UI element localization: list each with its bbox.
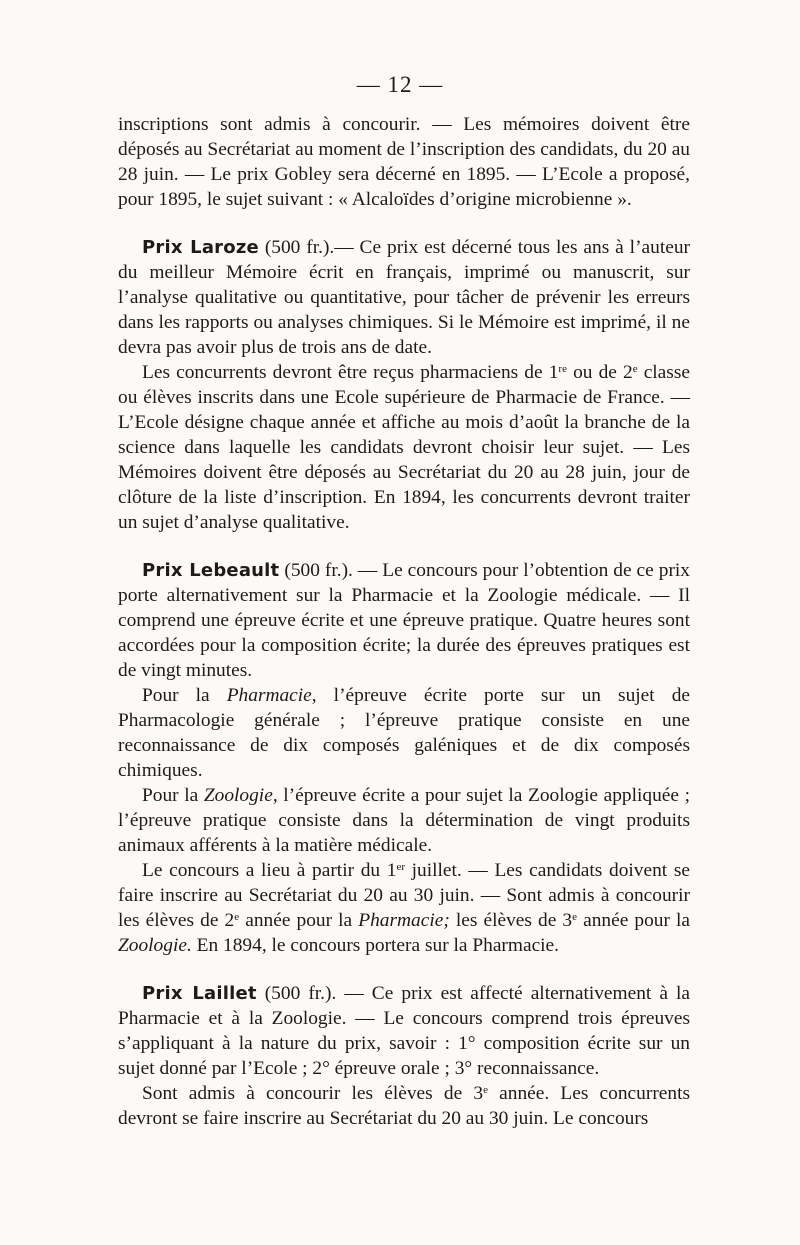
paragraph — [118, 112, 690, 212]
text-run: Les concurrents devront être reçus pharmaciens de 1 — [142, 362, 559, 383]
superscript: e — [572, 911, 577, 923]
paragraph — [118, 235, 690, 360]
text-run: (500 fr.). — Ce prix est affecté alternativement à la Pharmacie et à la Zoologie. — Le concours comprend trois épreuves s’appliquant à la nature du prix, savoir : 1° composition écrite sur un sujet donné par l’Ecole ; 2° épreuve orale ; 3° reconnaissance. — [118, 983, 690, 1079]
text-run: Le concours a lieu à partir du 1 — [142, 860, 397, 881]
text-run: , l’épreuve écrite porte sur un sujet de Pharmacologie générale ; l’épreuve pratique consiste en une reconnaissance de dix composés galéniques et de dix composés chimiques. — [118, 685, 690, 781]
text-run: , l’épreuve écrite a pour sujet la Zoologie appliquée ; l’épreuve pratique consiste dans la détermination de vingt produits animaux afférents à la matière médicale. — [118, 785, 690, 856]
body-text — [118, 112, 690, 1131]
italic-text: Zoologie. — [118, 935, 192, 956]
paragraph — [118, 558, 690, 683]
prize-heading: Prix Laillet — [142, 983, 257, 1004]
italic-text: Pharmacie — [226, 685, 312, 706]
text-run: les élèves de 3 — [449, 910, 573, 931]
paragraph — [118, 858, 690, 958]
text-run: année pour la — [577, 910, 690, 931]
text-run: (500 fr.). — Le concours pour l’obtention de ce prix porte alternativement sur la Pharmacie et la Zoologie médicale. — Il comprend une épreuve écrite et une épreuve pratique. Quatre heures sont accordées pour la composition écrite; la durée des épreuves pratiques est de vingt minutes. — [118, 560, 690, 681]
prize-heading: Prix Lebeault — [142, 560, 280, 581]
superscript: e — [234, 911, 240, 923]
paragraph — [118, 683, 690, 783]
text-run: Pour la — [142, 785, 204, 806]
text-run: année. Les concurrents devront se faire inscrire au Secrétariat du 20 au 30 juin. Le concours — [118, 1083, 691, 1129]
paragraph — [118, 360, 690, 535]
text-run: (500 fr.).— Ce prix est décerné tous les ans à l’auteur du meilleur Mémoire écrit en français, imprimé ou manuscrit, sur l’analyse qualitative ou quantitative, pour tâcher de prévenir les erreurs dans les rapports ou analyses chimiques. Si le Mémoire est imprimé, il ne devra pas avoir plus de trois ans de date. — [118, 237, 690, 358]
prize-heading: Prix Laroze — [142, 237, 259, 258]
page-number: — 12 — — [356, 72, 444, 97]
paragraph — [118, 1081, 690, 1131]
italic-text: Zoologie — [203, 785, 273, 806]
text-run: ou de 2 — [566, 362, 633, 383]
text-run: En 1894, le concours portera sur la Pharmacie. — [191, 935, 560, 956]
text-run: année pour la — [239, 910, 359, 931]
superscript: re — [558, 363, 567, 375]
text-run: juillet. — Les candidats doivent se faire inscrire au Secrétariat du 20 au 30 juin. — Sont admis à concourir les élèves de 2 — [118, 860, 690, 931]
text-run: inscriptions sont admis à concourir. — Les mémoires doivent être déposés au Secrétariat au moment de l’inscription des candidats, du 20 au 28 juin. — Le prix Gobley sera décerné en 1895. — L’Ecole a proposé, pour 1895, le sujet suivant : « Alcaloïdes d’origine microbienne ». — [118, 114, 690, 210]
superscript: e — [483, 1084, 488, 1096]
text-run: classe ou élèves inscrits dans une Ecole supérieure de Pharmacie de France. — L’Ecole désigne chaque année et affiche au mois d’août la branche de la science dans laquelle les candidats devront choisir leur sujet. — Les Mémoires doivent être déposés au Secrétariat du 20 au 28 juin, jour de clôture de la liste d’inscription. En 1894, les concurrents devront traiter un sujet d’analyse qualitative. — [118, 362, 690, 533]
paragraph — [118, 981, 690, 1081]
text-run: Pour la — [142, 685, 227, 706]
superscript: er — [396, 861, 405, 873]
paragraph — [118, 783, 690, 858]
superscript: e — [632, 363, 638, 375]
italic-text: Pharmacie; — [358, 910, 450, 931]
text-run: Sont admis à concourir les élèves de 3 — [142, 1083, 484, 1104]
